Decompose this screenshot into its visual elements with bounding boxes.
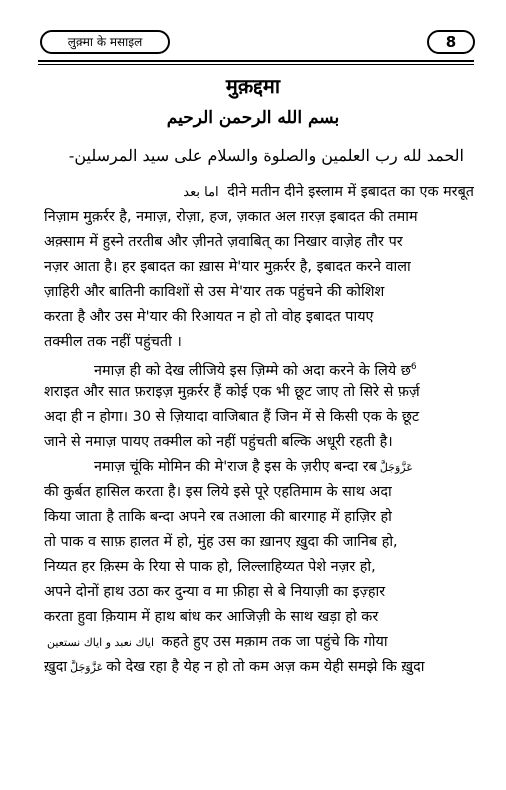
book-title-badge: लुक़्मा के मसाइल [40,30,170,54]
header-rule [38,60,474,62]
text-line: निय्यत हर क़िस्म के रिया से पाक हो, लिल्लाहिय्यत पेशे नज़र हो, [44,559,376,575]
bismillah-line: بسم الله الرحمن الرحيم [166,108,340,128]
page-number-badge: 8 [427,30,475,54]
text-line: करता हुवा क़ियाम में हाथ बांध कर आजिज़ी के साथ खड़ा हो कर [44,609,379,625]
text-line: ज़ाहिरी और बातिनी काविशों से उस मे'यार तक पहुंचने की कोशिश [44,284,385,300]
arabic-azza-wa-jall: عَزَّوَجَلَّ [379,461,413,474]
arabic-amma-bad: اما بعد [183,185,219,200]
text-line: अक़्साम में हुस्ने तरतीब और ज़ीनते ज़वाबित् का निखार वाज़ेह तौर पर [44,234,403,250]
text-line: नज़र आता है। हर इबादत का ख़ास मे'यार मुक़र्रर है, इबादत करने वाला [44,259,411,275]
text-line: اما بعد दीने मतीन दीने इस्लाम में इबादत का एक मरबूत [183,184,474,200]
text-line: शराइत और सात फ़राइज़ मुक़र्रर हैं कोई एक भी छूट जाए तो सिरे से फ़र्ज़ [44,384,420,400]
text-line: की कुर्बत हासिल करता है। इस लिये इसे पूरे एहतिमाम के साथ अदा [44,484,392,500]
text-line: नमाज़ ही को देख लीजिये इस ज़िम्मे को अदा करने के लिये छ$^6$ [94,362,417,379]
text-line: तक्मील तक नहीं पहुंचती । [44,334,182,350]
footnote-mark: 6 [410,362,417,372]
text-line: किया जाता है ताकि बन्दा अपने रब तआला की बारगाह में हाज़िर हो [44,509,392,525]
arabic-azza-wa-jall: عَزَّوَجَلَّ [70,661,104,674]
page-title: मुक़द्दमा [225,74,281,98]
arabic-praise-line: الحمد لله رب العلمين والصلوة والسلام على سيد المرسلين- [68,146,464,165]
text-line: अपने दोनों हाथ उठा कर दुन्या व मा फ़ीहा से बे नियाज़ी का इज़्हार [44,584,386,600]
text-line: नमाज़ चूंकि मोमिन की मे'राज है इस के ज़रीए बन्दा रब عَزَّوَجَلَّ [94,459,413,475]
text-line: अदा ही न होगा। 30 से ज़ियादा वाजिबात हैं जिन में से किसी एक के छूट [44,409,420,425]
body-text [44,180,474,680]
text-line: तो पाक व साफ़ हालत में हो, मुंह उस का ख़ानए ख़ुदा की जानिब हो, [44,534,398,550]
header-rule-thin [38,64,474,65]
text-line: करता है और उस मे'यार की रिआयत न हो तो वोह इबादत पायए [44,309,374,325]
text-line: निज़ाम मुक़र्रर है, नमाज़, रोज़ा, हज, ज़कात अल ग़रज़ इबादत की तमाम [44,209,418,225]
text-line: اياك نعبد و اياك نستعين कहते हुए उस मक़ाम तक जा पहुंचे कि गोया [47,634,388,650]
text-line: ख़ुदा عَزَّوَجَلَّ को देख रहा है येह न हो तो कम अज़ कम येही समझे कि ख़ुदा [44,659,425,675]
text-line: जाने से नमाज़ पायए तक्मील को नहीं पहुंचती बल्कि अधूरी रहती है। [44,434,393,450]
arabic-iyyaka: اياك نعبد و اياك نستعين [47,636,155,649]
